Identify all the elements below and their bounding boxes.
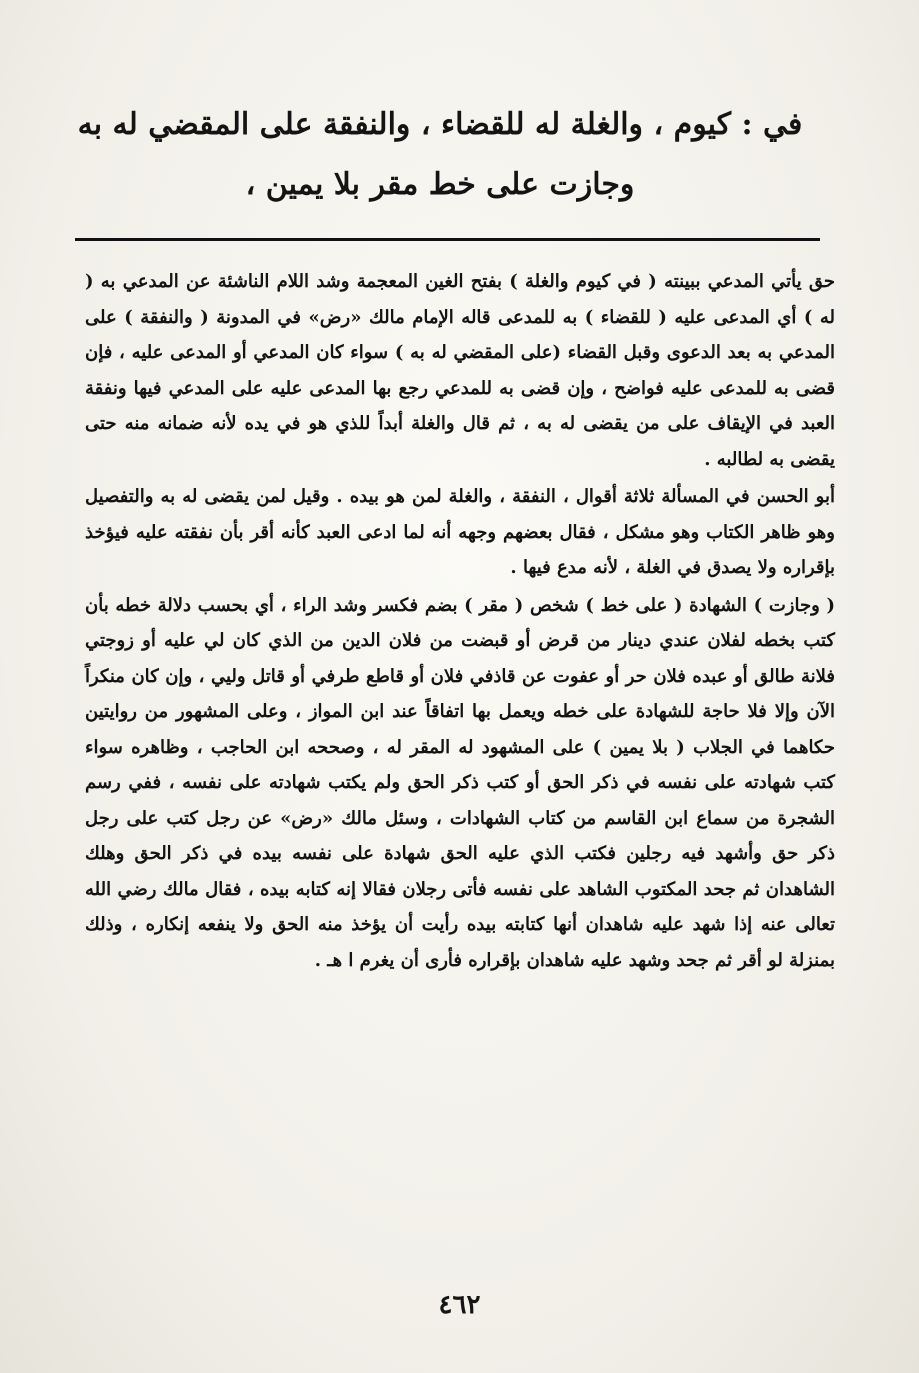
commentary-body <box>85 264 835 980</box>
matn-line-1: في : كيوم ، والغلة له للقضاء ، والنفقة على المقضي له به <box>77 107 803 142</box>
page-number: ٤٦٢ <box>438 1290 481 1320</box>
paragraph-1: حق يأتي المدعي ببينته ( في كيوم والغلة ) بفتح الغين المعجمة وشد اللام الناشئة عن المدعي به ( له ) أي المدعى عليه ( للقضاء ) به للمدعى قاله الإمام مالك «رض» في المدونة ( والنفقة ) على المدعي به بعد الدعوى وقبل القضاء (على المقضي له به ) سواء كان المدعي أو المدعى عليه ، فإن قضى به للمدعى عليه فواضح ، وإن قضى به للمدعي رجع بها المدعى عليه على المدعي فيها ونفقة العبد في الإيقاف على من يقضى له به ، ثم قال والغلة أبداً للذي هو في يده لأنه ضمانه منه حتى يقضى به لطالبه . <box>85 271 835 470</box>
matn-line-2: وجازت على خط مقر بلا يمين ، <box>245 167 635 202</box>
matn-header <box>60 95 820 215</box>
header-divider <box>75 238 820 241</box>
paragraph-2: أبو الحسن في المسألة ثلاثة أقوال ، النفقة ، والغلة لمن هو بيده . وقيل لمن يقضى له به والتفصيل وهو ظاهر الكتاب وهو مشكل ، فقال بعضهم وجهه أنه لما ادعى العبد كأنه أقر بأن نفقته عليه فيؤخذ بإقراره ولا يصدق في الغلة ، لأنه مدع فيها . <box>85 486 835 578</box>
paragraph-3: ( وجازت ) الشهادة ( على خط ) شخص ( مقر ) بضم فكسر وشد الراء ، أي بحسب دلالة خطه بأن كتب بخطه لفلان عندي دينار من قرض أو قبضت من فلان الدين من الذي كان لي عليه أو زوجتي فلانة طالق أو عبده فلان حر أو عفوت عن قاذفي فلان أو قاطع طرفي أو قاتل وليي ، وإن كان منكراً الآن وإلا فلا حاجة للشهادة على خطه ويعمل بها اتفاقاً عند ابن المواز ، وعلى المشهور من روايتين حكاهما في الجلاب ( بلا يمين ) على المشهود له المقر له ، وصححه ابن الحاجب ، وظاهره سواء كتب شهادته على نفسه في ذكر الحق أو كتب ذكر الحق ولم يكتب شهادته على نفسه ، ففي رسم الشجرة من سماع ابن القاسم من كتاب الشهادات ، وسئل مالك «رض» عن رجل كتب على رجل ذكر حق وأشهد فيه رجلين فكتب الذي عليه الحق شهادة على نفسه بيده في ذكر الحق وهلك الشاهدان ثم جحد المكتوب الشاهد على نفسه فأتى رجلان فقالا إنه كتابه بيده ، فقال مالك رضي الله تعالى عنه إذا شهد عليه شاهدان أنها كتابته بيده رأيت أن يؤخذ منه الحق ولا ينفعه إنكاره ، وذلك بمنزلة لو أقر ثم جحد وشهد عليه شاهدان بإقراره فأرى أن يغرم ا هـ . <box>85 594 835 971</box>
